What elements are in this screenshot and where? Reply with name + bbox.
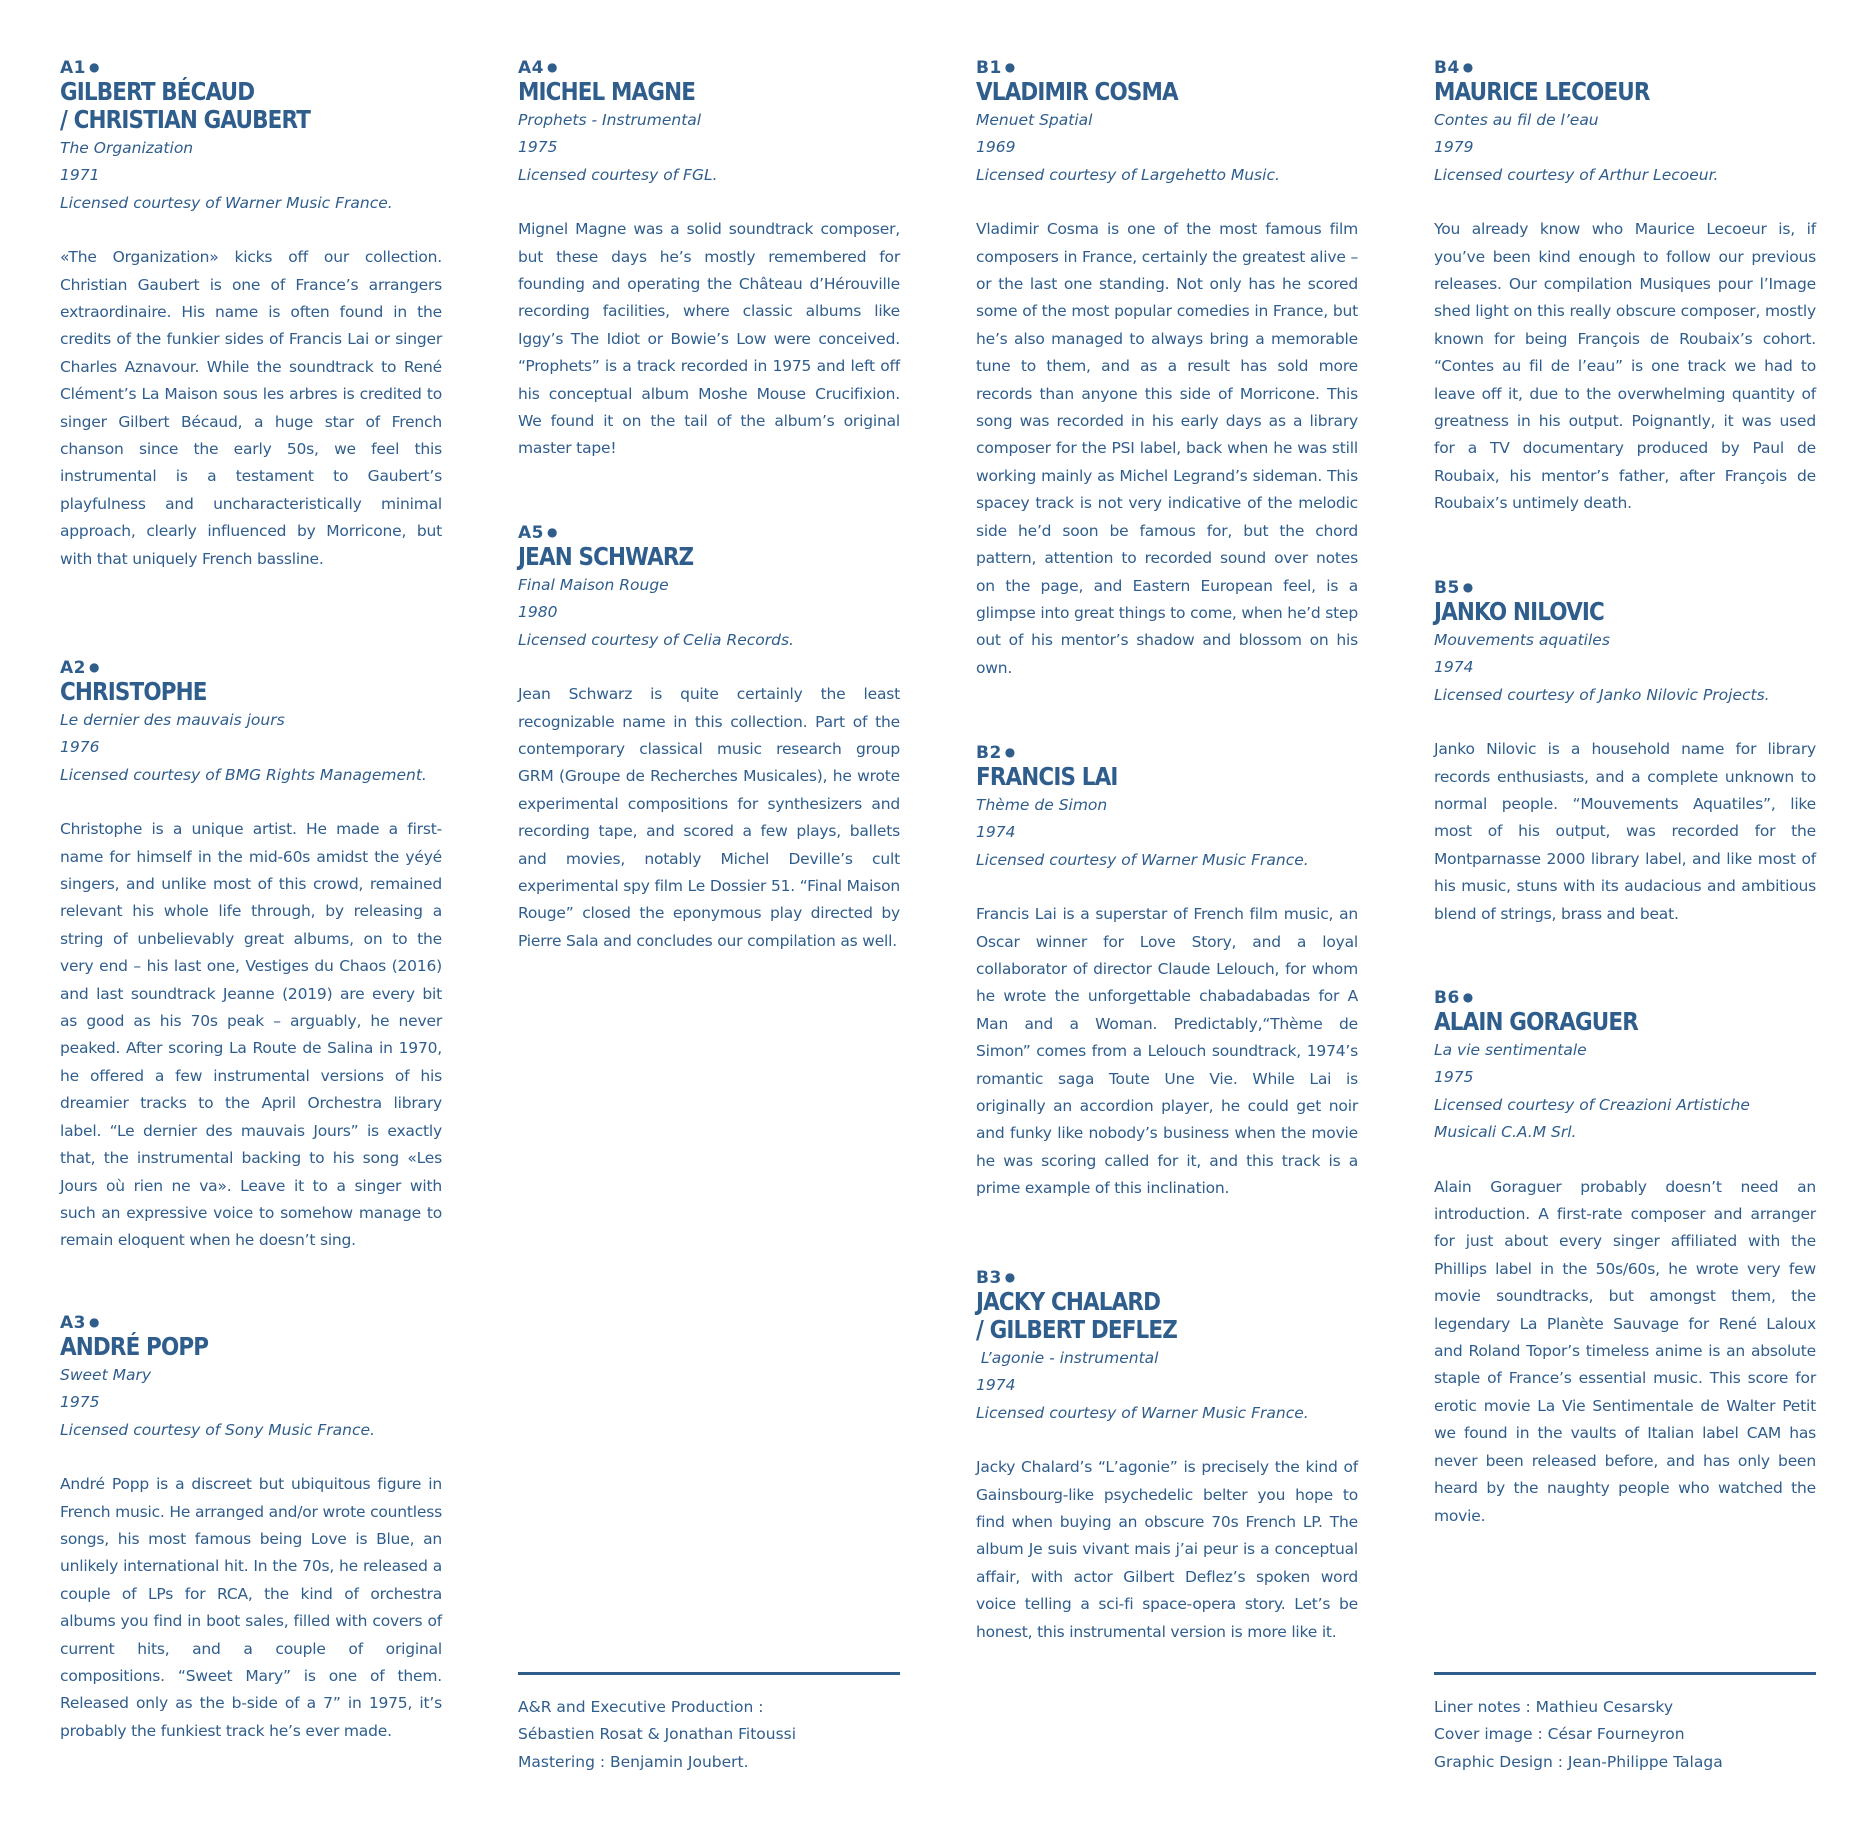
artist-name: JANKO NILOVIC [1434, 597, 1604, 626]
artist-name: MAURICE LECOEUR [1434, 77, 1650, 106]
track-license: Licensed courtesy of Sony Music France. [60, 1420, 375, 1439]
track-code: B5 ● [1434, 578, 1474, 598]
artist-name: MICHEL MAGNE [518, 77, 696, 106]
track-description: You already know who Maurice Lecoeur is, if you’ve been kind enough to follow our previous releases. Our compilation Musiques pour l’Image shed light on this really obscure composer, mostly known for being François de Roubaix’s cohort. “Contes au fil de l’eau” is one track we had to leave off it, due to the overwhelming quantity of greatness in his output. Poignantly, it was used for a TV documentary produced by Paul de Roubaix, his mentor’s father, after François de Roubaix’s untimely death. [1434, 220, 1816, 513]
track-title: The Organization [60, 139, 194, 157]
track-year: 1971 [60, 166, 100, 185]
track-description: «The Organization» kicks off our collection. Christian Gaubert is one of France’s arrangers extraordinaire. His name is often found in the credits of the funkier sides of Francis Lai or singer Charles Aznavour. While the soundtrack to René Clément’s La Maison sous les arbres is credited to singer Gilbert Bécaud, a huge star of French chanson since the early 50s, we feel this instrumental is a testament to Gaubert’s playfulness and uncharacteristically minimal approach, clearly influenced by Morricone, but with that uniquely French bassline. [60, 248, 442, 568]
track-title: Final Maison Rouge [518, 576, 669, 594]
track-description: Jacky Chalard’s “L’agonie” is precisely the kind of Gainsbourg-like psychedelic belter you hope to find when buying an obscure 70s French LP. The album Je suis vivant mais j’ai peur is a conceptual affair, with actor Gilbert Deflez’s spoken word voice telling a sci-fi space-opera story. Let’s be honest, this instrumental version is more like it. [976, 1458, 1358, 1641]
track-license: Licensed courtesy of Creazioni Artistiche Musicali C.A.M Srl. [1434, 1095, 1750, 1142]
design-credits: Liner notes : Mathieu Cesarsky Cover image : César Fourneyron Graphic Design : Jean-Philippe Talaga [1434, 1698, 1723, 1771]
track-license: Licensed courtesy of Celia Records. [518, 630, 794, 649]
track-meta [60, 1362, 442, 1444]
track-code: A1 ● [60, 58, 100, 78]
track-description: Jean Schwarz is quite certainly the least recognizable name in this collection. Part of the contemporary classical music research group GRM (Groupe de Recherches Musicales), he wrote experimental compositions for synthesizers and recording tape, and scored a few plays, ballets and movies, notably Michel Deville’s cult experimental spy film Le Dossier 51. “Final Maison Rouge” closed the eponymous play directed by Pierre Sala and concludes our compilation as well. [518, 685, 900, 950]
track-year: 1979 [1434, 138, 1474, 157]
track-a4 [518, 58, 900, 463]
track-a2 [60, 658, 442, 1255]
track-description: Janko Nilovic is a household name for library records enthusiasts, and a complete unknown to normal people. “Mouvements Aquatiles”, like most of his output, was recorded for the Montparnasse 2000 library label, and like most of his music, stuns with its audacious and ambitious blend of strings, brass and beat. [1434, 740, 1816, 923]
artist-name: ANDRÉ POPP [60, 1332, 209, 1361]
track-meta [1434, 627, 1816, 709]
track-b2 [976, 743, 1358, 1203]
track-license: Licensed courtesy of Largehetto Music. [976, 165, 1280, 184]
track-description: Alain Goraguer probably doesn’t need an introduction. A first-rate composer and arranger for just about every singer affiliated with the Phillips label in the 50s/60s, he wrote very few movie soundtracks, but amongst them, the legendary La Planète Sauvage for René Laloux and Roland Topor’s timeless anime is an absolute staple of France’s essential music. This score for erotic movie La Vie Sentimentale de Walter Petit we found in the vaults of Italian label CAM has never been released before, and has only been heard by the naughty people who watched the movie. [1434, 1177, 1816, 1525]
track-b3 [976, 1268, 1358, 1646]
track-title: La vie sentimentale [1434, 1041, 1587, 1059]
track-meta [60, 135, 442, 217]
track-code: B1 ● [976, 58, 1016, 78]
track-year: 1974 [976, 823, 1016, 842]
artist-name: GILBERT BÉCAUD / CHRISTIAN GAUBERT [60, 77, 311, 134]
track-title: L’agonie - instrumental [976, 1349, 1159, 1367]
artist-name: ALAIN GORAGUER [1434, 1007, 1638, 1036]
track-year: 1975 [1434, 1068, 1474, 1087]
track-description: Francis Lai is a superstar of French film music, an Oscar winner for Love Story, and a loyal collaborator of director Claude Lelouch, for whom he wrote the unforgettable chabadabadas for A Man and a Woman. Predictably,“Thème de Simon” comes from a Lelouch soundtrack, 1974’s romantic saga Toute Une Vie. While Lai is originally an accordion player, he could get noir and funky like nobody’s business when the movie he was scoring called for it, and this track is a prime example of this inclination. [976, 905, 1358, 1198]
track-title: Sweet Mary [60, 1366, 152, 1384]
track-b4 [1434, 58, 1816, 518]
track-a3 [60, 1313, 442, 1745]
divider-rule-right [1434, 1672, 1816, 1675]
track-license: Licensed courtesy of FGL. [518, 165, 718, 184]
track-license: Licensed courtesy of Janko Nilovic Projects. [1434, 685, 1770, 704]
track-code: B4 ● [1434, 58, 1474, 78]
track-title: Prophets - Instrumental [518, 111, 702, 129]
track-license: Licensed courtesy of Warner Music France. [976, 1403, 1309, 1422]
divider-rule-left [518, 1672, 900, 1675]
track-code: A4 ● [518, 58, 558, 78]
track-year: 1980 [518, 603, 558, 622]
track-b1 [976, 58, 1358, 682]
track-b6 [1434, 988, 1816, 1530]
track-meta [976, 1345, 1358, 1427]
track-license: Licensed courtesy of Warner Music France. [60, 193, 393, 212]
track-meta [60, 707, 442, 789]
track-b5 [1434, 578, 1816, 928]
track-title: Thème de Simon [976, 796, 1108, 814]
track-a5 [518, 523, 900, 955]
track-meta [518, 107, 900, 189]
track-title: Mouvements aquatiles [1434, 631, 1610, 649]
track-description: Christophe is a unique artist. He made a first-name for himself in the mid-60s amidst the yéyé singers, and unlike most of this crowd, remained relevant his whole life through, by releasing a string of unbelievably great albums, on to the very end – his last one, Vestiges du Chaos (2016) and last soundtrack Jeanne (2019) are every bit as good as his 70s peak – arguably, he never peaked. After scoring La Route de Salina in 1970, he offered a few instrumental versions of his dreamier tracks to the April Orchestra library label. “Le dernier des mauvais Jours” is exactly that, the instrumental backing to his song «Les Jours où rien ne va». Leave it to a singer with such an expressive voice to somehow manage to remain eloquent when he doesn’t sing. [60, 820, 442, 1250]
artist-name: CHRISTOPHE [60, 677, 207, 706]
track-license: Licensed courtesy of Warner Music France. [976, 850, 1309, 869]
track-code: A3 ● [60, 1313, 100, 1333]
track-year: 1974 [1434, 658, 1474, 677]
artist-name: JACKY CHALARD / GILBERT DEFLEZ [976, 1287, 1177, 1344]
track-description: André Popp is a discreet but ubiquitous figure in French music. He arranged and/or wrote countless songs, his most famous being Love is Blue, an unlikely international hit. In the 70s, he released a couple of LPs for RCA, the kind of orchestra albums you find in boot sales, filled with covers of current hits, and a couple of original compositions. “Sweet Mary” is one of them. Released only as the b-side of a 7” in 1975, it’s probably the funkiest track he’s ever made. [60, 1475, 442, 1740]
track-license: Licensed courtesy of Arthur Lecoeur. [1434, 165, 1719, 184]
artist-name: VLADIMIR COSMA [976, 77, 1178, 106]
track-code: A5 ● [518, 523, 558, 543]
track-meta [518, 572, 900, 654]
track-meta [976, 107, 1358, 189]
track-license: Licensed courtesy of BMG Rights Management. [60, 765, 427, 784]
artist-name: FRANCIS LAI [976, 762, 1118, 791]
track-description: Mignel Magne was a solid soundtrack composer, but these days he’s mostly remembered for founding and operating the Château d’Hérouville recording facilities, where classic albums like Iggy’s The Idiot or Bowie’s Low were conceived. “Prophets” is a track recorded in 1975 and left off his conceptual album Moshe Mouse Crucifixion. We found it on the tail of the album’s original master tape! [518, 220, 900, 458]
track-year: 1975 [518, 138, 558, 157]
track-code: B2 ● [976, 743, 1016, 763]
track-meta [1434, 107, 1816, 189]
track-code: A2 ● [60, 658, 100, 678]
track-year: 1974 [976, 1376, 1016, 1395]
track-meta [1434, 1037, 1816, 1147]
track-code: B6 ● [1434, 988, 1474, 1008]
track-year: 1976 [60, 738, 100, 757]
track-year: 1969 [976, 138, 1016, 157]
track-year: 1975 [60, 1393, 100, 1412]
track-meta [976, 792, 1358, 874]
track-description: Vladimir Cosma is one of the most famous film composers in France, certainly the greatest alive – or the last one standing. Not only has he scored some of the most popular comedies in France, but he’s also managed to always bring a memorable tune to them, and as a result has sold more records than anyone this side of Morricone. This song was recorded in his early days as a library composer for the PSI label, back when he was still working mainly as Michel Legrand’s sideman. This spacey track is not very indicative of the melodic side he’d soon be famous for, but the chord pattern, attention to recorded sound over notes on the page, and Eastern European feel, is a glimpse into great things to come, when he’d step out of his mentor’s shadow and blossom on his own. [976, 220, 1358, 677]
track-title: Le dernier des mauvais jours [60, 711, 285, 729]
track-title: Contes au fil de l’eau [1434, 111, 1599, 129]
production-credits: A&R and Executive Production : Sébastien Rosat & Jonathan Fitoussi Mastering : Benjamin Joubert. [518, 1698, 797, 1771]
artist-name: JEAN SCHWARZ [518, 542, 694, 571]
track-title: Menuet Spatial [976, 111, 1093, 129]
track-code: B3 ● [976, 1268, 1016, 1288]
track-a1 [60, 58, 442, 573]
